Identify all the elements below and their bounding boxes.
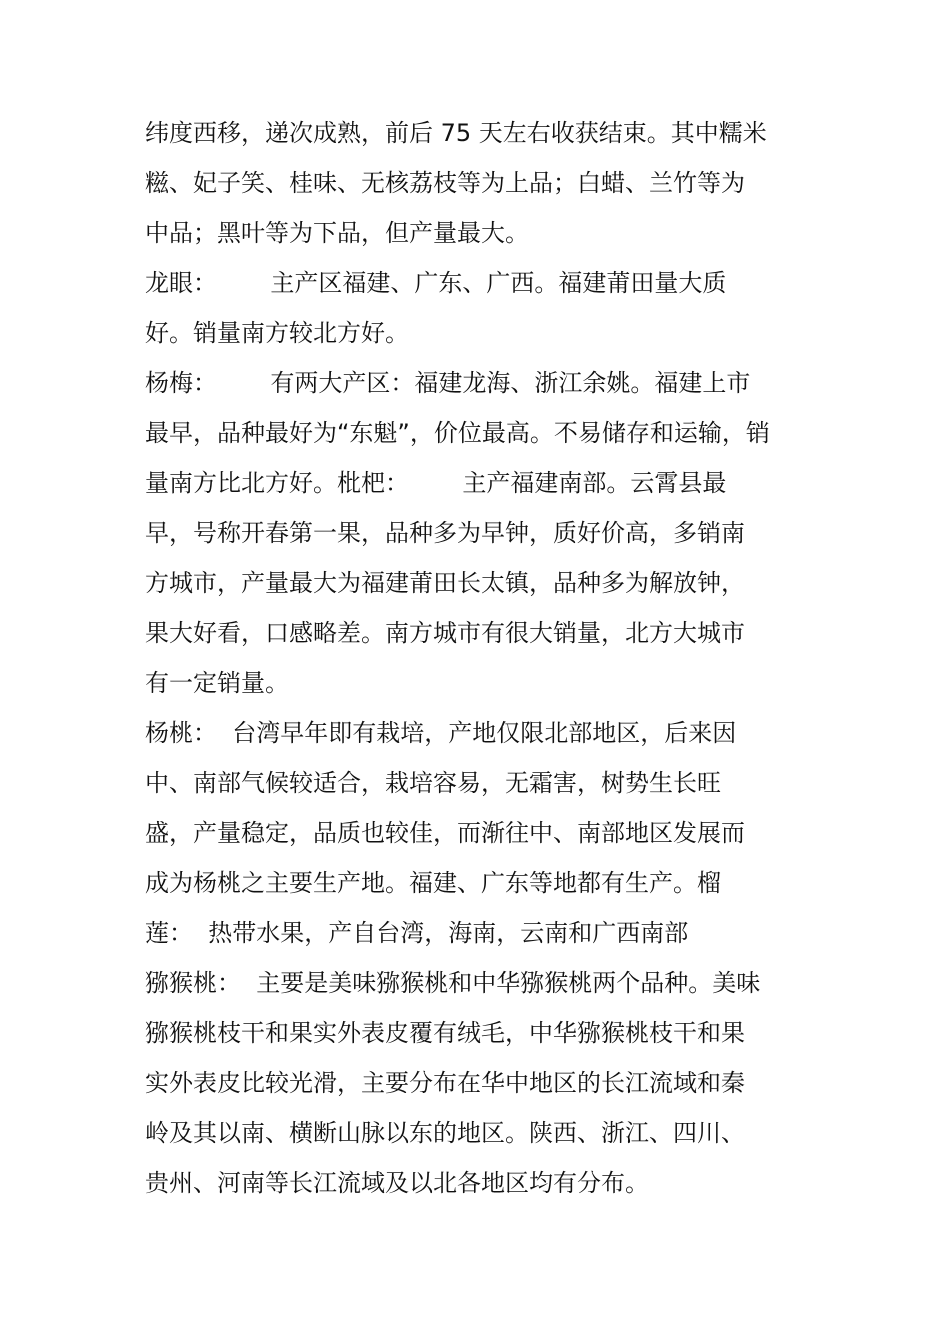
text-line: 实外表皮比较光滑，主要分布在华中地区的长江流域和秦: [145, 1069, 745, 1097]
body-text: [145, 108, 825, 1208]
text-line: 猕猴桃： 主要是美味猕猴桃和中华猕猴桃两个品种。美味: [145, 969, 761, 997]
text-line: 纬度西移，递次成熟，前后 75 天左右收获结束。其中糯米: [145, 119, 767, 147]
text-line: 中、南部气候较适合，栽培容易，无霜害，树势生长旺: [145, 769, 721, 797]
text-line: 龙眼： 主产区福建、广东、广西。福建莆田量大质: [145, 269, 727, 297]
text-line: 杨桃： 台湾早年即有栽培，产地仅限北部地区，后来因: [145, 719, 737, 747]
text-line: 猕猴桃枝干和果实外表皮覆有绒毛，中华猕猴桃枝干和果: [145, 1019, 745, 1047]
text-line: 最早，品种最好为“东魁”，价位最高。不易储存和运输，销: [145, 419, 770, 447]
text-line: 杨梅： 有两大产区：福建龙海、浙江余姚。福建上市: [145, 369, 751, 397]
text-line: 糍、妃子笑、桂味、无核荔枝等为上品；白蜡、兰竹等为: [145, 169, 745, 197]
text-line: 贵州、河南等长江流域及以北各地区均有分布。: [145, 1169, 649, 1197]
text-line: 有一定销量。: [145, 669, 289, 697]
text-line: 量南方比北方好。枇杷： 主产福建南部。云霄县最: [145, 469, 727, 497]
text-line: 岭及其以南、横断山脉以东的地区。陕西、浙江、四川、: [145, 1119, 745, 1147]
text-line: 成为杨桃之主要生产地。福建、广东等地都有生产。榴: [145, 869, 721, 897]
text-line: 好。销量南方较北方好。: [145, 319, 409, 347]
text-line: 盛，产量稳定，品质也较佳，而渐往中、南部地区发展而: [145, 819, 745, 847]
text-line: 果大好看，口感略差。南方城市有很大销量，北方大城市: [145, 619, 745, 647]
text-line: 莲： 热带水果，产自台湾，海南，云南和广西南部: [145, 919, 689, 947]
text-line: 早，号称开春第一果，品种多为早钟，质好价高，多销南: [145, 519, 745, 547]
text-line: 方城市，产量最大为福建莆田长太镇，品种多为解放钟，: [145, 569, 745, 597]
text-line: 中品；黑叶等为下品，但产量最大。: [145, 219, 529, 247]
